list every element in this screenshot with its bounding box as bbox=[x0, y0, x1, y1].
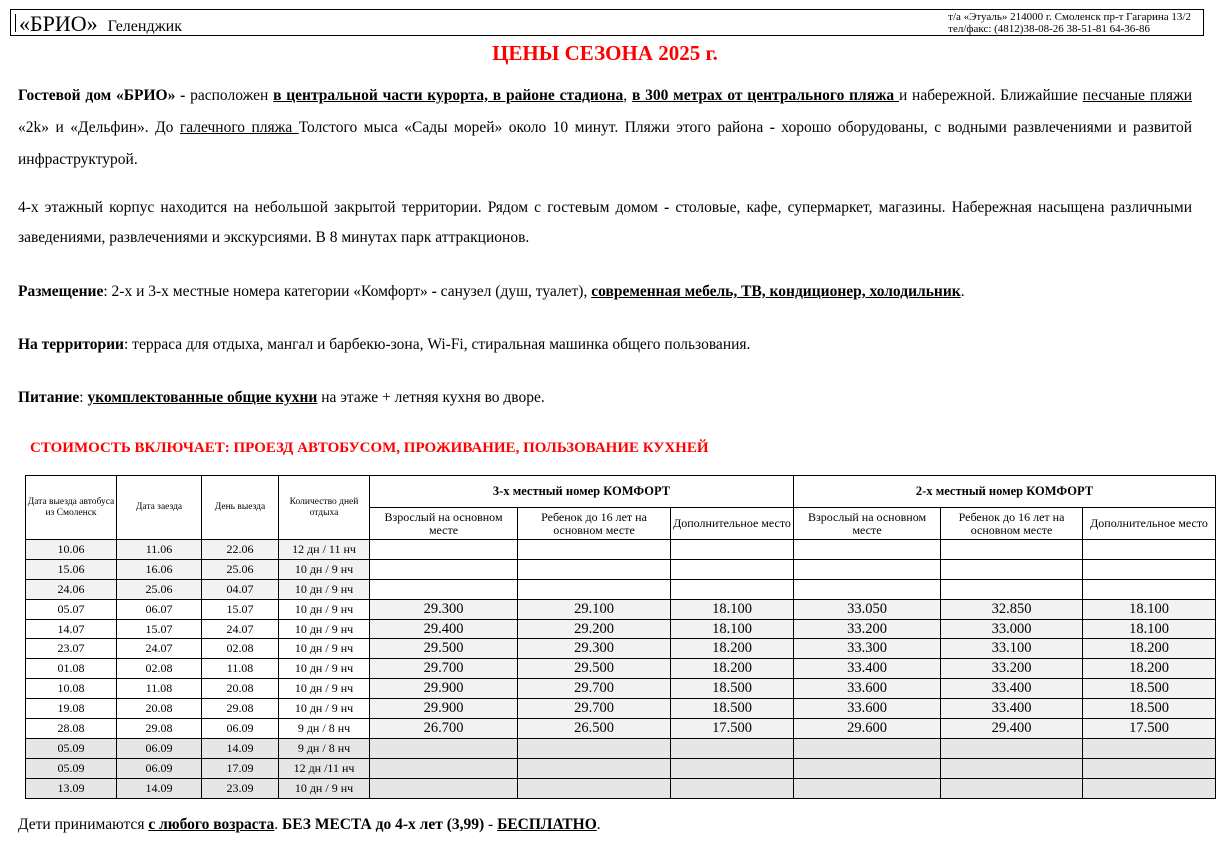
departure-cell: 10.06 bbox=[26, 540, 117, 560]
group-double-room: 2-х местный номер КОМФОРТ bbox=[794, 476, 1216, 508]
text-run: расположен bbox=[190, 87, 274, 104]
table-row bbox=[26, 719, 1216, 739]
price-cell bbox=[370, 559, 518, 579]
price-cell: 18.500 bbox=[671, 699, 794, 719]
brand bbox=[19, 13, 182, 38]
departure-cell: 01.08 bbox=[26, 659, 117, 679]
price-cell: 18.500 bbox=[671, 679, 794, 699]
text-run: хорошо оборудованы, с водными развлечениями и развитой инфраструктурой. bbox=[18, 119, 1193, 168]
price-cell: 18.200 bbox=[671, 659, 794, 679]
price-cell bbox=[518, 758, 671, 778]
price-cell bbox=[941, 579, 1083, 599]
price-cell bbox=[794, 579, 941, 599]
departure-cell: 28.08 bbox=[26, 719, 117, 739]
beach-distance-highlight: в 300 метрах от центрального пляжа bbox=[631, 87, 899, 104]
price-cell bbox=[370, 540, 518, 560]
price-cell bbox=[370, 579, 518, 599]
price-cell bbox=[794, 559, 941, 579]
table-row bbox=[26, 659, 1216, 679]
duration-cell: 10 дн / 9 нч bbox=[279, 679, 370, 699]
price-cell bbox=[671, 579, 794, 599]
price-cell: 18.200 bbox=[671, 639, 794, 659]
price-cell: 29.400 bbox=[370, 619, 518, 639]
col-triple-extra: Дополнительное место bbox=[671, 508, 794, 540]
text-run: : терраса для отдыха, мангал и барбекю-зона, Wi-Fi, стиральная машинка общего пользования. bbox=[124, 336, 751, 353]
accommodation-label: Размещение bbox=[18, 283, 104, 300]
price-cell: 29.700 bbox=[370, 659, 518, 679]
departure-cell: 24.06 bbox=[26, 579, 117, 599]
arrival-cell: 06.07 bbox=[117, 599, 202, 619]
price-cell: 18.100 bbox=[671, 619, 794, 639]
table-row bbox=[26, 540, 1216, 560]
any-age-highlight: с любого возраста bbox=[148, 816, 275, 833]
price-cell: 26.700 bbox=[370, 719, 518, 739]
price-cell: 18.100 bbox=[1083, 599, 1216, 619]
duration-cell: 12 дн / 11 нч bbox=[279, 540, 370, 560]
arrival-cell: 14.09 bbox=[117, 778, 202, 798]
text-run: - bbox=[769, 119, 775, 136]
text-run: . bbox=[596, 816, 601, 833]
price-cell bbox=[1083, 758, 1216, 778]
duration-cell: 9 дн / 8 нч bbox=[279, 719, 370, 739]
price-cell: 29.900 bbox=[370, 699, 518, 719]
text-run: . bbox=[274, 816, 282, 833]
price-cell: 29.300 bbox=[370, 599, 518, 619]
price-cell bbox=[1083, 540, 1216, 560]
duration-cell: 10 дн / 9 нч bbox=[279, 699, 370, 719]
accommodation-paragraph bbox=[18, 282, 1192, 302]
table-row bbox=[26, 599, 1216, 619]
text-run: 4-х этажный корпус находится на небольшой закрытой территории. Рядом с гостевым домом bbox=[18, 199, 665, 216]
price-cell bbox=[370, 738, 518, 758]
leave-cell: 17.09 bbox=[202, 758, 279, 778]
col-double-child: Ребенок до 16 лет на основном месте bbox=[941, 508, 1083, 540]
leave-cell: 23.09 bbox=[202, 778, 279, 798]
col-duration: Количество дней отдыха bbox=[279, 476, 370, 540]
leave-cell: 06.09 bbox=[202, 719, 279, 739]
price-cell bbox=[941, 559, 1083, 579]
departure-cell: 13.09 bbox=[26, 778, 117, 798]
price-cell: 29.200 bbox=[518, 619, 671, 639]
price-cell bbox=[1083, 579, 1216, 599]
duration-cell: 12 дн /11 нч bbox=[279, 758, 370, 778]
text-run: столовые, кафе, супермаркет, магазины. Набережная насыщена различными заведениями, развлечениями и экскурсиями. В 8 минутах парк аттракционов. bbox=[18, 199, 1192, 246]
price-cell: 33.100 bbox=[941, 639, 1083, 659]
price-cell: 29.300 bbox=[518, 639, 671, 659]
children-note bbox=[18, 816, 601, 834]
arrival-cell: 20.08 bbox=[117, 699, 202, 719]
duration-cell: 10 дн / 9 нч bbox=[279, 659, 370, 679]
price-cell: 29.900 bbox=[370, 679, 518, 699]
col-double-adult: Взрослый на основном месте bbox=[794, 508, 941, 540]
territory-paragraph bbox=[18, 335, 1192, 355]
table-row bbox=[26, 679, 1216, 699]
price-cell: 32.850 bbox=[941, 599, 1083, 619]
leave-cell: 04.07 bbox=[202, 579, 279, 599]
price-cell bbox=[941, 778, 1083, 798]
page-title: ЦЕНЫ СЕЗОНА 2025 г. bbox=[492, 41, 718, 65]
duration-cell: 10 дн / 9 нч bbox=[279, 778, 370, 798]
table-row bbox=[26, 699, 1216, 719]
arrival-cell: 29.08 bbox=[117, 719, 202, 739]
no-seat-note: БЕЗ МЕСТА до 4-х лет (3,99) bbox=[282, 816, 485, 833]
text-run: : bbox=[79, 389, 88, 406]
sand-beach-highlight: песчаные пляжи bbox=[1082, 87, 1193, 104]
table-row bbox=[26, 778, 1216, 798]
agency-contacts bbox=[948, 11, 1191, 35]
table-row bbox=[26, 579, 1216, 599]
price-cell bbox=[518, 579, 671, 599]
col-triple-adult: Взрослый на основном месте bbox=[370, 508, 518, 540]
departure-cell: 05.09 bbox=[26, 738, 117, 758]
location-highlight: в центральной части курорта, в районе стадиона bbox=[273, 87, 624, 104]
price-cell: 29.700 bbox=[518, 699, 671, 719]
territory-label: На территории bbox=[18, 336, 124, 353]
table-row bbox=[26, 758, 1216, 778]
price-cell bbox=[518, 559, 671, 579]
price-cell: 29.500 bbox=[370, 639, 518, 659]
price-cell bbox=[518, 778, 671, 798]
arrival-cell: 11.08 bbox=[117, 679, 202, 699]
text-run: - bbox=[484, 816, 498, 833]
arrival-cell: 16.06 bbox=[117, 559, 202, 579]
table-row bbox=[26, 559, 1216, 579]
table-row bbox=[26, 738, 1216, 758]
price-cell: 33.600 bbox=[794, 699, 941, 719]
price-cell: 29.100 bbox=[518, 599, 671, 619]
pebble-beach-highlight: галечного пляжа bbox=[179, 119, 299, 136]
price-cell: 18.200 bbox=[1083, 639, 1216, 659]
amenities-highlight: современная мебель, ТВ, кондиционер, холодильник bbox=[591, 283, 961, 300]
text-run: и набережной. Ближайшие bbox=[898, 87, 1083, 104]
price-cell: 33.300 bbox=[794, 639, 941, 659]
hotel-name-lead: Гостевой дом «БРИО» - bbox=[18, 87, 191, 104]
arrival-cell: 11.06 bbox=[117, 540, 202, 560]
arrival-cell: 06.09 bbox=[117, 758, 202, 778]
agency-address: т/а «Этуаль» 214000 г. Смоленск пр-т Гагарина 13/2 bbox=[948, 11, 1191, 23]
header-box bbox=[10, 9, 1204, 36]
price-cell: 33.200 bbox=[941, 659, 1083, 679]
leave-cell: 11.08 bbox=[202, 659, 279, 679]
price-cell bbox=[794, 758, 941, 778]
price-cell bbox=[794, 778, 941, 798]
price-cell: 29.400 bbox=[941, 719, 1083, 739]
duration-cell: 10 дн / 9 нч bbox=[279, 559, 370, 579]
leave-cell: 15.07 bbox=[202, 599, 279, 619]
price-cell bbox=[941, 540, 1083, 560]
text-run: - bbox=[664, 199, 670, 216]
price-cell: 33.400 bbox=[941, 699, 1083, 719]
duration-cell: 10 дн / 9 нч bbox=[279, 579, 370, 599]
leave-cell: 02.08 bbox=[202, 639, 279, 659]
price-cell: 18.100 bbox=[671, 599, 794, 619]
price-cell: 33.400 bbox=[794, 659, 941, 679]
leave-cell: 24.07 bbox=[202, 619, 279, 639]
price-cell bbox=[370, 778, 518, 798]
departure-cell: 10.08 bbox=[26, 679, 117, 699]
meals-paragraph bbox=[18, 388, 1192, 408]
price-cell: 33.400 bbox=[941, 679, 1083, 699]
leave-cell: 20.08 bbox=[202, 679, 279, 699]
arrival-cell: 24.07 bbox=[117, 639, 202, 659]
leave-cell: 22.06 bbox=[202, 540, 279, 560]
price-cell bbox=[1083, 559, 1216, 579]
price-cell bbox=[671, 738, 794, 758]
col-departure-date: Дата выезда автобуса из Смоленск bbox=[26, 476, 117, 540]
departure-cell: 14.07 bbox=[26, 619, 117, 639]
price-cell bbox=[794, 738, 941, 758]
price-cell bbox=[941, 758, 1083, 778]
text-run: - bbox=[431, 283, 437, 300]
price-table bbox=[25, 475, 1216, 799]
group-triple-room: 3-х местный номер КОМФОРТ bbox=[370, 476, 794, 508]
text-run: Толстого мыса «Сады морей» около 10 минут. Пляжи этого района bbox=[298, 119, 770, 136]
price-cell: 29.700 bbox=[518, 679, 671, 699]
price-cell bbox=[671, 559, 794, 579]
departure-cell: 05.07 bbox=[26, 599, 117, 619]
departure-cell: 15.06 bbox=[26, 559, 117, 579]
arrival-cell: 02.08 bbox=[117, 659, 202, 679]
text-run: , bbox=[623, 87, 632, 104]
price-cell bbox=[518, 738, 671, 758]
leave-cell: 14.09 bbox=[202, 738, 279, 758]
col-arrival-date: Дата заезда bbox=[117, 476, 202, 540]
departure-cell: 05.09 bbox=[26, 758, 117, 778]
text-run: на этаже + летняя кухня во дворе. bbox=[317, 389, 545, 406]
kitchen-highlight: укомплектованные общие кухни bbox=[87, 389, 318, 406]
price-cell: 18.200 bbox=[1083, 659, 1216, 679]
text-run: санузел (душ, туалет), bbox=[436, 283, 592, 300]
free-highlight: БЕСПЛАТНО bbox=[497, 816, 597, 833]
duration-cell: 9 дн / 8 нч bbox=[279, 738, 370, 758]
price-cell bbox=[518, 540, 671, 560]
price-cell: 17.500 bbox=[1083, 719, 1216, 739]
price-cell bbox=[941, 738, 1083, 758]
meals-label: Питание bbox=[18, 389, 80, 406]
price-cell bbox=[1083, 778, 1216, 798]
table-row bbox=[26, 639, 1216, 659]
text-run: : 2-х и 3-х местные номера категории «Комфорт» bbox=[103, 283, 432, 300]
col-leave-day: День выезда bbox=[202, 476, 279, 540]
price-cell: 33.000 bbox=[941, 619, 1083, 639]
arrival-cell: 15.07 bbox=[117, 619, 202, 639]
text-run: «2k» и «Дельфин». До bbox=[18, 119, 180, 136]
brand-city: Геленджик bbox=[107, 18, 182, 35]
price-cell bbox=[671, 758, 794, 778]
text-cursor bbox=[15, 14, 16, 32]
price-cell: 33.050 bbox=[794, 599, 941, 619]
departure-cell: 23.07 bbox=[26, 639, 117, 659]
price-cell: 17.500 bbox=[671, 719, 794, 739]
table-row bbox=[26, 619, 1216, 639]
col-triple-child: Ребенок до 16 лет на основном месте bbox=[518, 508, 671, 540]
price-cell bbox=[370, 758, 518, 778]
price-cell bbox=[1083, 738, 1216, 758]
duration-cell: 10 дн / 9 нч bbox=[279, 599, 370, 619]
price-cell: 18.100 bbox=[1083, 619, 1216, 639]
brand-name: «БРИО» bbox=[19, 11, 98, 36]
departure-cell: 19.08 bbox=[26, 699, 117, 719]
duration-cell: 10 дн / 9 нч bbox=[279, 619, 370, 639]
duration-cell: 10 дн / 9 нч bbox=[279, 639, 370, 659]
price-cell: 33.200 bbox=[794, 619, 941, 639]
col-double-extra: Дополнительное место bbox=[1083, 508, 1216, 540]
price-includes-heading: СТОИМОСТЬ ВКЛЮЧАЕТ: ПРОЕЗД АВТОБУСОМ, ПРОЖИВАНИЕ, ПОЛЬЗОВАНИЕ КУХНЕЙ bbox=[30, 440, 709, 456]
agency-phones: тел/факс: (4812)38-08-26 38-51-81 64-36-86 bbox=[948, 23, 1150, 35]
leave-cell: 29.08 bbox=[202, 699, 279, 719]
text-run: Дети принимаются bbox=[18, 816, 149, 833]
price-cell: 18.500 bbox=[1083, 699, 1216, 719]
price-cell bbox=[794, 540, 941, 560]
price-cell: 33.600 bbox=[794, 679, 941, 699]
building-paragraph bbox=[18, 193, 1192, 253]
price-cell bbox=[671, 778, 794, 798]
price-cell bbox=[671, 540, 794, 560]
leave-cell: 25.06 bbox=[202, 559, 279, 579]
price-cell: 18.500 bbox=[1083, 679, 1216, 699]
arrival-cell: 25.06 bbox=[117, 579, 202, 599]
description-paragraph bbox=[18, 80, 1192, 176]
arrival-cell: 06.09 bbox=[117, 738, 202, 758]
text-run: . bbox=[960, 283, 965, 300]
price-cell: 29.500 bbox=[518, 659, 671, 679]
price-cell: 29.600 bbox=[794, 719, 941, 739]
price-cell: 26.500 bbox=[518, 719, 671, 739]
